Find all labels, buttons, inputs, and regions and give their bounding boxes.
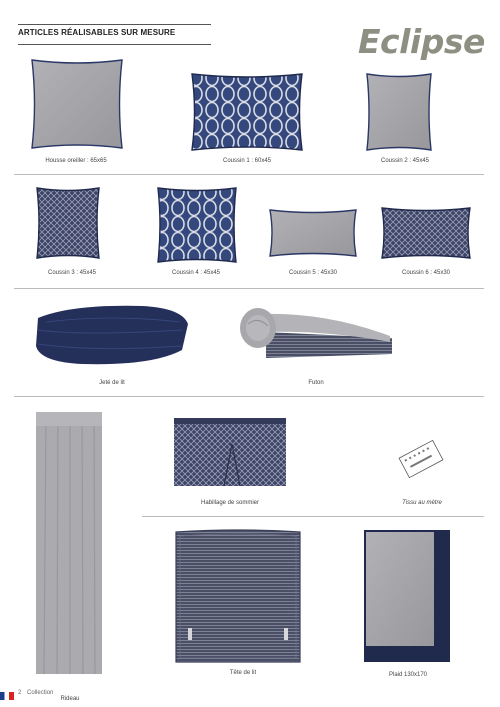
coussin-3-image bbox=[33, 184, 103, 262]
product-caption: Coussin 5 : 45x30 bbox=[288, 270, 338, 276]
housse-oreiller-image bbox=[28, 56, 126, 152]
page-footer bbox=[18, 690, 53, 696]
product-caption: Habillage de sommier bbox=[200, 500, 260, 506]
product-caption: Jeté de lit bbox=[99, 380, 125, 386]
header-rule-top bbox=[18, 24, 211, 25]
product-caption: Tissu au mètre bbox=[402, 500, 442, 506]
coussin-2-image bbox=[363, 70, 435, 154]
coussin-1-image bbox=[188, 70, 306, 154]
jete-de-lit-image bbox=[32, 300, 194, 372]
header-rule-bottom bbox=[18, 44, 211, 45]
tete-de-lit-image bbox=[170, 526, 306, 668]
product-caption: Coussin 6 : 45x30 bbox=[401, 270, 451, 276]
rideau-image bbox=[32, 410, 108, 678]
futon-image bbox=[236, 302, 396, 364]
coussin-5-image bbox=[266, 206, 360, 260]
row-divider bbox=[14, 396, 484, 397]
section-title: ARTICLES RÉALISABLES SUR MESURE bbox=[18, 28, 176, 37]
plaid-image bbox=[362, 528, 452, 664]
row-divider bbox=[14, 288, 484, 289]
product-caption: Coussin 1 : 60x45 bbox=[222, 158, 272, 164]
footer-text: Collection bbox=[27, 690, 54, 696]
flag-icon bbox=[0, 692, 14, 700]
coussin-6-image bbox=[378, 204, 474, 262]
habillage-sommier-image bbox=[170, 414, 290, 492]
product-caption: Coussin 4 : 45x45 bbox=[171, 270, 221, 276]
product-caption: Coussin 3 : 45x45 bbox=[47, 270, 97, 276]
product-caption: Tête de lit bbox=[229, 670, 257, 676]
coussin-4-image bbox=[154, 184, 240, 266]
product-caption: Futon bbox=[308, 380, 324, 386]
brand-logo: Eclipse bbox=[358, 22, 485, 61]
product-caption: Rideau bbox=[60, 696, 80, 702]
product-caption: Coussin 2 : 45x45 bbox=[380, 158, 430, 164]
tissu-au-metre-image bbox=[396, 436, 446, 482]
product-caption: Plaid 130x170 bbox=[388, 672, 428, 678]
page-number: 2 bbox=[18, 690, 22, 696]
row-divider bbox=[142, 516, 484, 517]
product-caption: Housse oreiller : 65x65 bbox=[45, 158, 107, 164]
row-divider bbox=[14, 174, 484, 175]
